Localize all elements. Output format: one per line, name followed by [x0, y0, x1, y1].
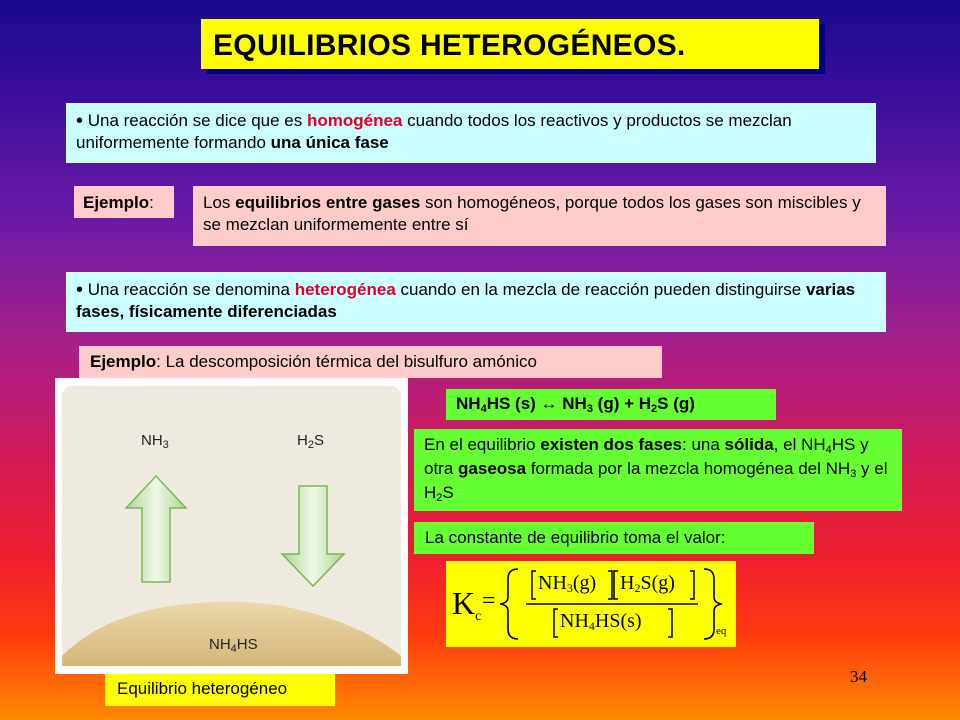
bullet: • — [76, 279, 84, 301]
text: HS — [236, 636, 258, 653]
example-label-text: Ejemplo — [90, 352, 157, 371]
equilibrium-arrow-icon: ↔ — [540, 394, 558, 413]
heterogeneous-equilibrium-illustration — [55, 378, 408, 674]
subscript: 3 — [586, 403, 593, 415]
text: NH — [538, 572, 567, 594]
text: NH — [560, 610, 589, 632]
subscript: 3 — [566, 581, 573, 595]
bold-text: una única fase — [270, 133, 389, 152]
subscript: 2 — [634, 581, 641, 595]
bullet: • — [76, 110, 84, 132]
solid-heap — [62, 601, 401, 666]
illustration-svg — [62, 386, 401, 666]
text: Una reacción se denomina — [83, 280, 295, 299]
subscript: 2 — [651, 403, 658, 415]
text: Una reacción se dice que es — [83, 111, 307, 130]
text: H — [620, 572, 635, 594]
text: son homogéneos, porque todos los gases son miscibles y se mezclan uniformemente entre sí — [203, 193, 861, 234]
example-label-1 — [74, 186, 174, 218]
text: NH — [209, 636, 231, 653]
nh3-label — [141, 432, 169, 449]
subscript: 4 — [588, 619, 595, 633]
subscript: 3 — [850, 468, 857, 480]
h2s-label — [297, 432, 324, 449]
bold-text: gaseosa — [458, 459, 527, 478]
text: S — [442, 483, 454, 502]
bold-text: existen dos fases — [540, 435, 682, 454]
equals-sign: = — [482, 588, 496, 614]
example-1-text — [193, 186, 886, 246]
kc-formula — [446, 561, 736, 647]
subscript: 4 — [230, 643, 237, 655]
bold-text: sólida — [724, 435, 774, 454]
reaction-equation — [446, 389, 776, 420]
subscript: 4 — [480, 403, 487, 415]
example-2 — [79, 346, 662, 378]
subscript: 4 — [825, 444, 832, 456]
example-label-text: Ejemplo — [83, 193, 150, 212]
text: , el NH — [773, 435, 826, 454]
arrow-up-icon — [126, 476, 186, 582]
illustration-caption: Equilibrio heterogéneo — [105, 674, 335, 706]
container — [62, 386, 401, 666]
constant-label: La constante de equilibrio toma el valor: — [414, 522, 814, 554]
text: cuando en la mezcla de reacción pueden distinguirse — [395, 280, 806, 299]
numerator-h2s — [620, 572, 675, 595]
heterogeneous-definition — [66, 272, 886, 332]
denominator-nh4hs — [560, 610, 642, 633]
subscript: 3 — [162, 439, 169, 451]
page-title: EQUILIBRIOS HETEROGÉNEOS. — [201, 19, 819, 69]
numerator-nh3 — [538, 572, 596, 595]
text: S(g) — [640, 572, 675, 594]
eq-subscript: eq — [716, 625, 727, 637]
highlight-heterogenea: heterogénea — [294, 280, 396, 299]
text: HS y otra — [424, 435, 869, 478]
text: : La descomposición térmica del bisulfuro amónico — [156, 352, 537, 371]
text: K — [452, 585, 476, 621]
text: (g) — [572, 572, 597, 594]
text: H — [297, 432, 308, 449]
kc-symbol — [452, 585, 481, 622]
text: : una — [682, 435, 725, 454]
bold-text: equilibrios entre gases — [235, 193, 421, 212]
text: NH — [557, 394, 587, 413]
text: formada por la mezcla homogénea del NH — [526, 459, 851, 478]
colon: : — [149, 193, 154, 212]
text: En el equilibrio — [424, 435, 541, 454]
solid-label — [209, 636, 258, 653]
page-number: 34 — [850, 667, 867, 686]
text: cuando todos los reactivos y productos se mezclan uniformemente formando — [76, 111, 792, 152]
text: (g) + H — [592, 394, 652, 413]
two-phases-explanation — [414, 429, 902, 511]
bold-text: varias fases, físicamente diferenciadas — [76, 280, 856, 321]
text: y el H — [424, 459, 888, 502]
text: HS(s) — [594, 610, 642, 632]
text: S (g) — [657, 394, 695, 413]
text: HS (s) — [486, 394, 541, 413]
subscript: 2 — [307, 439, 314, 451]
text: S — [313, 432, 324, 449]
text: NH — [456, 394, 481, 413]
subscript: 2 — [436, 492, 443, 504]
subscript: c — [475, 609, 482, 624]
homogeneous-definition — [66, 103, 876, 163]
text: NH — [141, 432, 163, 449]
text: Los — [203, 193, 236, 212]
highlight-homogenea: homogénea — [306, 111, 403, 130]
arrow-down-icon — [282, 486, 344, 586]
